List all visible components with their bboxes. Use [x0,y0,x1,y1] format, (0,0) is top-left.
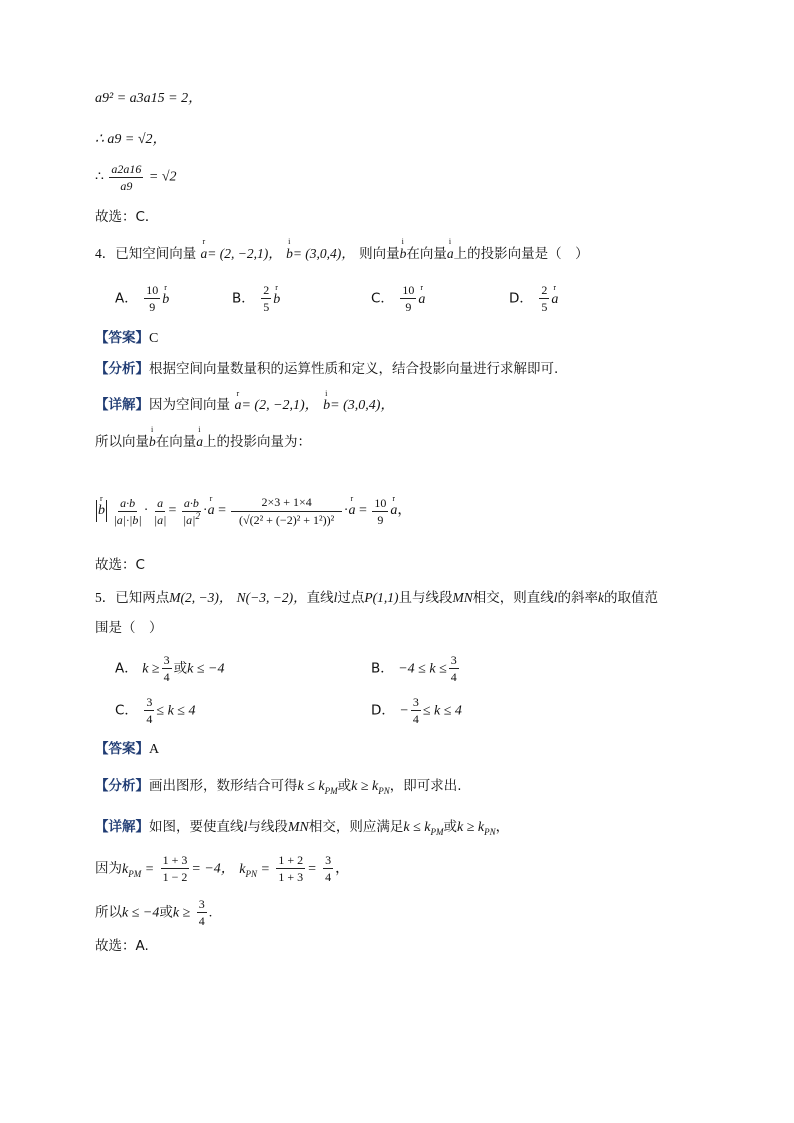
fraction: $\frac{10}{9}$ [402,283,415,314]
question-number: 5． [95,590,116,605]
fraction: $\frac{3}{4}$ [450,653,457,684]
fraction: $\frac{1 + 2}{1 + 3}$ [278,853,304,884]
conclusion-text: 故选：C． [95,209,159,225]
projection-formula: r b $\frac{a\cdot b}{|a|\cdot|b|}$ · $\frac{a}{|a|}$ = $\frac{a\cdot b}{|a|^2}$ · r a = $\frac{2\times 3 + 1\times 4}{\text{(√(2² + (−2)² + 1²))²}}$ · r a = $\frac{10}{9}$ r a， [98,494,412,527]
fraction: $\frac{a\cdot b}{|a|\cdot|b|}$ [113,495,142,527]
fraction: $\frac{3}{4}$ [198,897,205,928]
conclusion-text: 故选：C [95,557,145,573]
fraction: $\frac{10}{9}$ [146,283,159,314]
vector-b: i b [149,425,156,449]
q5-option-c: C． $\frac{3}{4}$ ≤ k ≤ 4 [115,695,196,726]
vector-b: i b [323,389,331,413]
vector-a: i a [196,425,203,449]
fraction: $\frac{3}{4}$ [146,695,153,726]
fraction: $\frac{a}{|a|}$ [153,495,167,527]
analysis-tag: 【分析】 [95,778,149,794]
vector-var: r a [418,282,426,307]
equation-text: a9² = a3a15 = 2， [95,91,203,106]
question-4-stem: 4．已知空间向量 r a= (2, −2,1)， i b= (3,0,4)， 则向量 i b在向量 i a上的投影向量是（ ） [95,237,589,262]
vector-a: r a [200,237,208,261]
q5-analysis: 【分析】画出图形，数形结合可得$k \le k_{PM}$或$k \ge k_{PN}$，即可求出. [95,778,462,796]
q5-option-b: B． −4 ≤ k ≤ $\frac{3}{4}$ [371,653,457,684]
option-b: B． $\frac{2}{5}$ r b [232,282,281,314]
fraction: $\frac{3}{4}$ [325,853,332,884]
q5-option-d: D． − $\frac{3}{4}$ ≤ k ≤ 4 [371,695,462,726]
q4-analysis [95,362,558,377]
fraction: $\frac{a2a16}{a9}$ [111,162,142,193]
equation-text: = √2 [148,169,177,185]
question-5-stem: 5．已知两点M(2, −3)， N(−3, −2)，直线l过点P(1,1)且与线段MN相交，则直线l的斜率k的取值范 [95,590,659,606]
fraction: $\frac{a\cdot b}{|a|^2}$ [182,495,200,527]
answer-tag: 【答案】 [95,741,149,757]
fraction: $\frac{10}{9}$ [374,495,387,527]
q5-slopes: 因为$k_{PM}$ = $\frac{1 + 3}{1 - 2}$ = −4， $k_{PN}$ = $\frac{1 + 2}{1 + 3}$ = $\frac{3}{4}$ ， [95,853,350,884]
fraction: $\frac{2}{5}$ [541,283,548,314]
fraction: $\frac{2}{5}$ [263,283,270,314]
vector-a: i a [446,237,454,261]
vector-b: i b [399,237,407,261]
vector-var: r b [273,282,281,307]
fraction: $\frac{1 + 3}{1 - 2}$ [162,853,188,884]
q4-conclusion [95,559,145,573]
q4-detail: 【详解】因为空间向量 r a= (2, −2,1)， i b= (3,0,4)， [95,389,395,413]
fraction: $\frac{3}{4}$ [412,695,419,726]
q5-conclusion [95,940,149,954]
question-number: 4． [95,246,116,261]
solution-line-2 [95,133,167,147]
vector-a: r a [234,389,242,413]
vector-b: i b [286,237,293,261]
q5-detail: 【详解】如图，要使直线l与线段MN相交，则应满足$k \le k_{PM}$或$k \ge k_{PN}$， [95,819,510,837]
q5-result: 所以k ≤ −4或k ≥ $\frac{3}{4}$ . [95,897,213,928]
detail-tag: 【详解】 [95,397,149,413]
q5-option-a: A． k ≥ $\frac{3}{4}$ 或k ≤ −4 [115,653,225,684]
fraction: $\frac{3}{4}$ [163,653,170,684]
q5-answer [95,742,159,757]
q4-detail-line-2: 所以向量 i b在向量 i a上的投影向量为： [95,425,311,450]
question-5-stem-line-2: 围是（ ） [95,620,163,636]
option-a: A． $\frac{10}{9}$ r b [115,282,170,314]
answer-tag: 【答案】 [95,330,149,346]
vector-var: r a [551,282,559,307]
answer-value: C [149,331,159,346]
solution-line-3: ∴ $\frac{a2a16}{a9}$ = √2 [95,162,177,193]
answer-value: A [149,742,160,757]
q4-answer [95,331,158,346]
analysis-tag: 【分析】 [95,361,149,377]
option-c: C． $\frac{10}{9}$ r a [371,282,426,314]
conclusion-text: 故选：A. [95,938,149,954]
option-d: D． $\frac{2}{5}$ r a [509,282,559,314]
analysis-text: 根据空间向量数量积的运算性质和定义，结合投影向量进行求解即可. [149,361,559,377]
solution-line-1 [95,92,202,106]
detail-tag: 【详解】 [95,819,149,835]
solution-conclusion [95,211,158,225]
equation-text: ∴ a9 = √2， [95,132,167,147]
vector-var: r b [162,282,170,307]
fraction: $\frac{2\times 3 + 1\times 4}{\text{(√(2² + (−2)² + 1²))²}}$ [231,496,341,526]
